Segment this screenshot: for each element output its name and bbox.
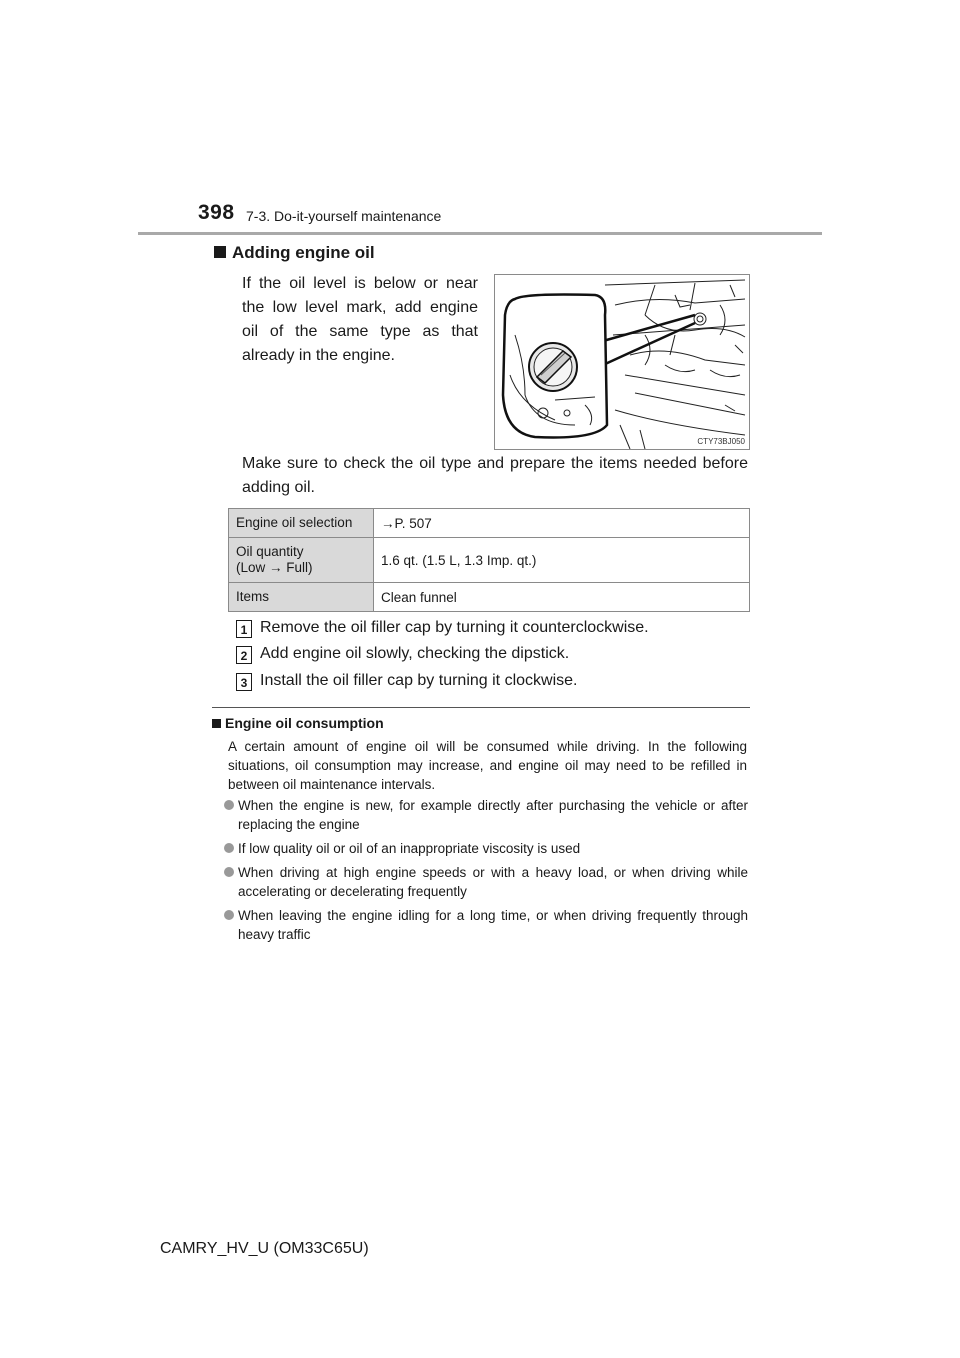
step-1 bbox=[236, 619, 649, 638]
step-text: Install the oil filler cap by turning it clockwise. bbox=[260, 672, 578, 689]
footer-model-code: CAMRY_HV_U (OM33C65U) bbox=[160, 1240, 369, 1257]
step-2 bbox=[236, 645, 569, 664]
consumption-body: A certain amount of engine oil will be consumed while driving. In the following situations, oil consumption may increase, and engine oil may need to be refilled in between oil maintenance intervals. bbox=[228, 739, 747, 792]
step-3 bbox=[236, 672, 577, 691]
header-divider bbox=[138, 232, 822, 235]
table-value-cell: 1.6 qt. (1.5 L, 1.3 Imp. qt.) bbox=[374, 538, 750, 583]
list-item-text: When driving at high engine speeds or with a heavy load, or when driving while accelerating or decelerating frequently bbox=[238, 865, 748, 899]
table-row bbox=[229, 538, 750, 583]
list-item bbox=[224, 863, 748, 901]
key-line: (Low → Full) bbox=[236, 560, 313, 575]
table-value-cell: →P. 507 bbox=[374, 509, 750, 538]
circle-bullet-icon bbox=[224, 800, 234, 810]
circle-bullet-icon bbox=[224, 910, 234, 920]
table-value-cell: Clean funnel bbox=[374, 583, 750, 612]
list-item bbox=[224, 796, 748, 834]
table-key-cell bbox=[229, 538, 374, 583]
step-number: 1 bbox=[236, 620, 252, 638]
square-bullet-icon bbox=[214, 246, 226, 258]
consumption-bullets bbox=[224, 796, 748, 949]
adding-oil-heading bbox=[214, 243, 375, 263]
list-item bbox=[224, 906, 748, 944]
step-number: 3 bbox=[236, 673, 252, 691]
adding-oil-check: Make sure to check the oil type and prepare the items needed before adding oil. bbox=[242, 455, 748, 496]
list-item-text: When the engine is new, for example directly after purchasing the vehicle or after replacing the engine bbox=[238, 798, 748, 832]
list-item-text: If low quality oil or oil of an inappropriate viscosity is used bbox=[238, 841, 581, 856]
oil-spec-table bbox=[228, 508, 750, 612]
step-text: Remove the oil filler cap by turning it counterclockwise. bbox=[260, 619, 649, 636]
page-number: 398 bbox=[198, 201, 235, 224]
list-item-text: When leaving the engine idling for a long time, or when driving frequently through heavy traffic bbox=[238, 908, 748, 942]
table-row bbox=[229, 509, 750, 538]
adding-oil-title: Adding engine oil bbox=[232, 243, 375, 262]
step-text: Add engine oil slowly, checking the dipstick. bbox=[260, 645, 570, 662]
consumption-title: Engine oil consumption bbox=[225, 715, 384, 731]
table-row bbox=[229, 583, 750, 612]
key-line: Oil quantity bbox=[236, 544, 304, 559]
consumption-heading bbox=[212, 715, 384, 731]
adding-oil-intro: If the oil level is below or near the low level mark, add engine oil of the same type as that already in the engine. bbox=[242, 275, 478, 364]
table-key-cell: Engine oil selection bbox=[229, 509, 374, 538]
circle-bullet-icon bbox=[224, 843, 234, 853]
table-key-cell: Items bbox=[229, 583, 374, 612]
engine-bay-drawing bbox=[495, 275, 749, 449]
engine-oil-cap-illustration bbox=[494, 274, 750, 450]
step-number: 2 bbox=[236, 646, 252, 664]
notes-divider bbox=[212, 707, 750, 708]
illustration-code: CTY73BJ050 bbox=[697, 437, 745, 446]
section-title: 7-3. Do-it-yourself maintenance bbox=[246, 208, 442, 224]
circle-bullet-icon bbox=[224, 867, 234, 877]
list-item bbox=[224, 839, 748, 858]
square-bullet-icon bbox=[212, 719, 221, 728]
